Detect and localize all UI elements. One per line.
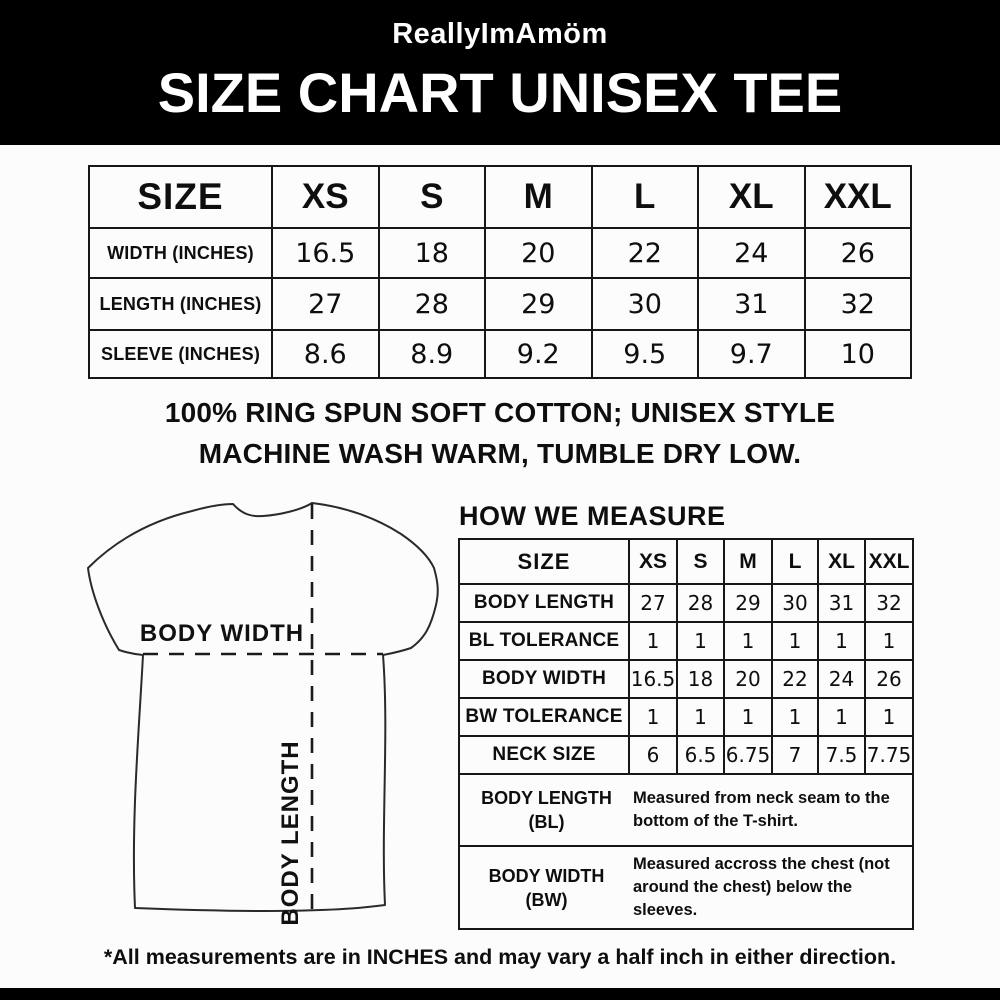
bl-xl: 31 bbox=[818, 584, 865, 622]
sleeve-m: 9.2 bbox=[485, 330, 592, 378]
size-table-corner: SIZE bbox=[89, 166, 272, 228]
bw-xxl: 26 bbox=[865, 660, 913, 698]
label-body-width: BODY WIDTH bbox=[459, 660, 629, 698]
body-width-label: BODY WIDTH bbox=[139, 620, 305, 647]
neck-xxl: 7.75 bbox=[865, 736, 913, 774]
tshirt-diagram bbox=[70, 488, 460, 943]
brand-logo: ReallyImAmöm bbox=[392, 18, 608, 50]
bl-l: 30 bbox=[772, 584, 818, 622]
bottom-bar bbox=[0, 988, 1000, 1000]
measure-table bbox=[458, 538, 914, 930]
width-xl: 24 bbox=[698, 228, 805, 278]
definition-row-bw bbox=[459, 846, 913, 929]
bw-definition-cell bbox=[459, 846, 913, 929]
bl-xxl: 32 bbox=[865, 584, 913, 622]
blt-s: 1 bbox=[677, 622, 724, 660]
sleeve-l: 9.5 bbox=[592, 330, 699, 378]
measure-col-m: M bbox=[724, 539, 772, 584]
sleeve-xxl: 10 bbox=[805, 330, 912, 378]
measure-row-body-length bbox=[459, 584, 913, 622]
size-col-xxl: XXL bbox=[805, 166, 912, 228]
bwt-xl: 1 bbox=[818, 698, 865, 736]
length-xl: 31 bbox=[698, 278, 805, 330]
blt-l: 1 bbox=[772, 622, 818, 660]
measure-col-xxl: XXL bbox=[865, 539, 913, 584]
row-label-sleeve: SLEEVE (INCHES) bbox=[89, 330, 272, 378]
neck-xl: 7.5 bbox=[818, 736, 865, 774]
bwt-m: 1 bbox=[724, 698, 772, 736]
footnote: *All measurements are in INCHES and may vary a half inch in either direction. bbox=[103, 945, 897, 969]
measure-heading: HOW WE MEASURE bbox=[459, 501, 726, 531]
row-label-width: WIDTH (INCHES) bbox=[89, 228, 272, 278]
length-l: 30 bbox=[592, 278, 699, 330]
neck-l: 7 bbox=[772, 736, 818, 774]
measure-row-body-width bbox=[459, 660, 913, 698]
label-body-length: BODY LENGTH bbox=[459, 584, 629, 622]
body-length-label: BODY LENGTH bbox=[277, 740, 304, 926]
bl-s: 28 bbox=[677, 584, 724, 622]
bwt-s: 1 bbox=[677, 698, 724, 736]
table-row-width bbox=[89, 228, 911, 278]
size-col-xs: XS bbox=[272, 166, 379, 228]
bwt-xs: 1 bbox=[629, 698, 677, 736]
bw-s: 18 bbox=[677, 660, 724, 698]
length-s: 28 bbox=[379, 278, 486, 330]
bl-definition-text: Measured from neck seam to the bottom of the T-shirt. bbox=[633, 789, 890, 830]
header-band bbox=[0, 0, 1000, 145]
bl-m: 29 bbox=[724, 584, 772, 622]
size-col-s: S bbox=[379, 166, 486, 228]
measure-header-row bbox=[459, 539, 913, 584]
row-label-length: LENGTH (INCHES) bbox=[89, 278, 272, 330]
bl-definition-term: BODY LENGTH (BL) bbox=[481, 788, 612, 832]
bwt-l: 1 bbox=[772, 698, 818, 736]
label-neck-size: NECK SIZE bbox=[459, 736, 629, 774]
blt-xs: 1 bbox=[629, 622, 677, 660]
measure-col-s: S bbox=[677, 539, 724, 584]
blt-m: 1 bbox=[724, 622, 772, 660]
table-row-length bbox=[89, 278, 911, 330]
blt-xl: 1 bbox=[818, 622, 865, 660]
table-header-row bbox=[89, 166, 911, 228]
label-bl-tolerance: BL TOLERANCE bbox=[459, 622, 629, 660]
bw-xs: 16.5 bbox=[629, 660, 677, 698]
length-xxl: 32 bbox=[805, 278, 912, 330]
care-instructions bbox=[0, 392, 1000, 474]
definition-row-bl bbox=[459, 774, 913, 846]
size-col-m: M bbox=[485, 166, 592, 228]
sleeve-xs: 8.6 bbox=[272, 330, 379, 378]
measure-corner: SIZE bbox=[459, 539, 629, 584]
table-row-sleeve bbox=[89, 330, 911, 378]
measure-col-l: L bbox=[772, 539, 818, 584]
bw-m: 20 bbox=[724, 660, 772, 698]
width-l: 22 bbox=[592, 228, 699, 278]
neck-xs: 6 bbox=[629, 736, 677, 774]
neck-m: 6.75 bbox=[724, 736, 772, 774]
bwt-xxl: 1 bbox=[865, 698, 913, 736]
bw-xl: 24 bbox=[818, 660, 865, 698]
width-xxl: 26 bbox=[805, 228, 912, 278]
measure-row-bw-tolerance bbox=[459, 698, 913, 736]
width-s: 18 bbox=[379, 228, 486, 278]
width-xs: 16.5 bbox=[272, 228, 379, 278]
bw-l: 22 bbox=[772, 660, 818, 698]
bw-definition-text: Measured accross the chest (not around the chest) below the sleeves. bbox=[633, 855, 890, 919]
measure-row-neck-size bbox=[459, 736, 913, 774]
measure-col-xl: XL bbox=[818, 539, 865, 584]
bw-definition-term: BODY WIDTH (BW) bbox=[488, 865, 605, 910]
bl-definition-cell bbox=[459, 774, 913, 846]
width-m: 20 bbox=[485, 228, 592, 278]
length-m: 29 bbox=[485, 278, 592, 330]
sleeve-xl: 9.7 bbox=[698, 330, 805, 378]
size-col-l: L bbox=[592, 166, 699, 228]
measure-row-bl-tolerance bbox=[459, 622, 913, 660]
care-line-2: MACHINE WASH WARM, TUMBLE DRY LOW. bbox=[198, 438, 802, 469]
tshirt-outline bbox=[88, 503, 438, 911]
measure-col-xs: XS bbox=[629, 539, 677, 584]
page-title: SIZE CHART UNISEX TEE bbox=[157, 61, 843, 124]
size-col-xl: XL bbox=[698, 166, 805, 228]
label-bw-tolerance: BW TOLERANCE bbox=[459, 698, 629, 736]
neck-s: 6.5 bbox=[677, 736, 724, 774]
size-table bbox=[88, 165, 912, 379]
care-line-1: 100% RING SPUN SOFT COTTON; UNISEX STYLE bbox=[164, 397, 836, 428]
bl-xs: 27 bbox=[629, 584, 677, 622]
blt-xxl: 1 bbox=[865, 622, 913, 660]
length-xs: 27 bbox=[272, 278, 379, 330]
sleeve-s: 8.9 bbox=[379, 330, 486, 378]
